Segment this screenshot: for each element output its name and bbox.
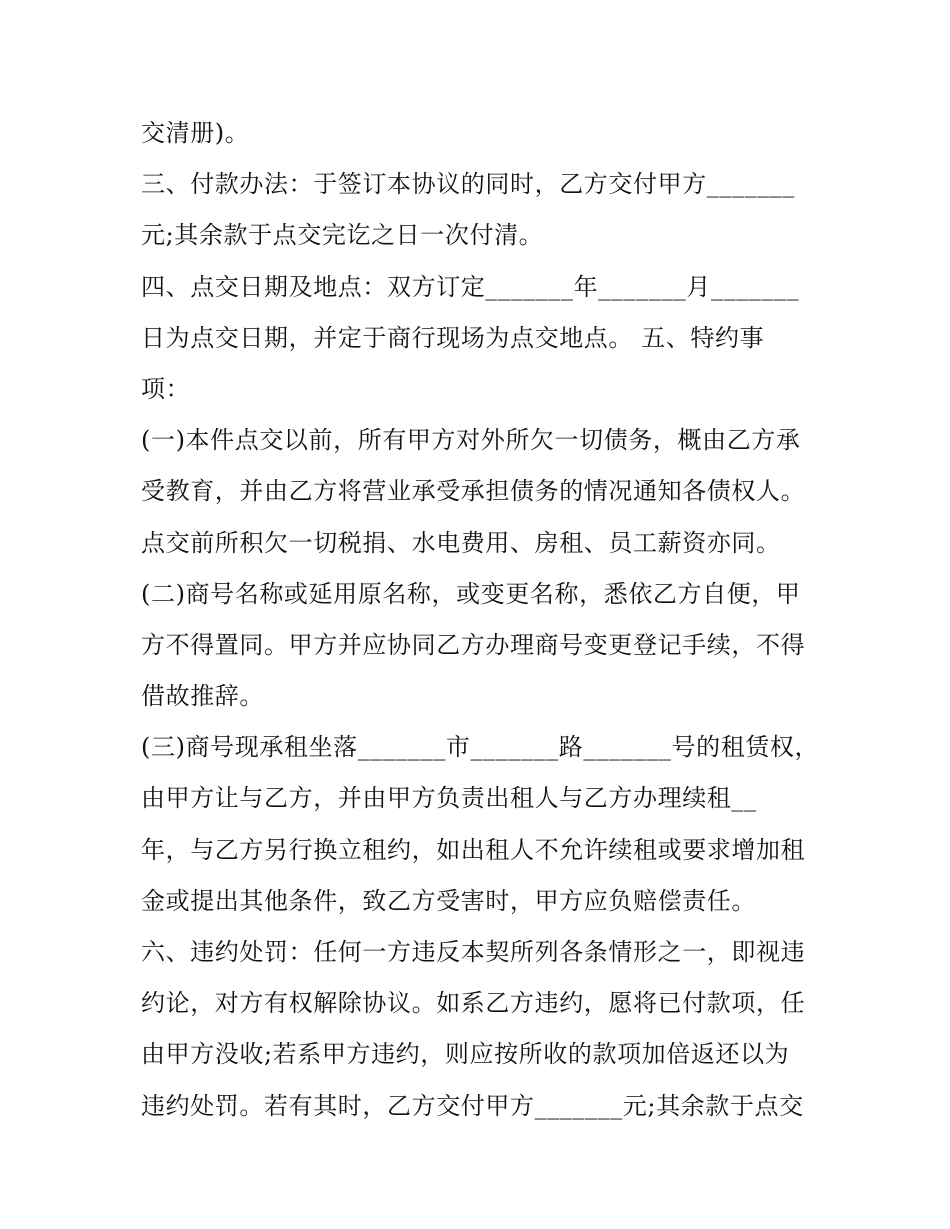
- text-line: 由甲方没收;若系甲方违约，则应按所收的款项加倍返还以为: [141, 1040, 790, 1069]
- text-line: 借故推辞。: [141, 682, 264, 711]
- text-line: 违约处罚。若有其时，乙方交付甲方_______元;其余款于点交: [141, 1091, 804, 1120]
- text-line: (二)商号名称或延用原名称，或变更名称，悉依乙方自便，甲: [141, 579, 801, 608]
- text-line: 受教育，并由乙方将营业承受承担债务的情况通知各债权人。: [141, 477, 806, 506]
- text-line: 四、点交日期及地点：双方订定_______年_______月_______: [141, 272, 800, 301]
- text-line: 项：: [141, 374, 191, 403]
- text-line: 约论，对方有权解除协议。如系乙方违约，愿将已付款项，任: [141, 989, 806, 1018]
- text-line: 日为点交日期，并定于商行现场为点交地点。 五、特约事: [141, 323, 765, 352]
- text-line: (三)商号现承租坐落_______市_______路_______号的租赁权，: [141, 733, 820, 762]
- text-line: 点交前所积欠一切税捐、水电费用、房租、员工薪资亦同。: [141, 528, 781, 557]
- text-line: 元;其余款于点交完讫之日一次付清。: [141, 221, 544, 250]
- text-line: 金或提出其他条件，致乙方受害时，甲方应负赔偿责任。: [141, 886, 756, 915]
- text-line: 六、违约处罚：任何一方违反本契所列各条情形之一，即视违: [141, 938, 806, 966]
- document-body: [141, 108, 821, 1132]
- text-line: 方不得置同。甲方并应协同乙方办理商号变更登记手续，不得: [141, 630, 806, 659]
- text-line: 由甲方让与乙方，并由甲方负责出租人与乙方办理续租__: [141, 784, 757, 813]
- text-line: 三、付款办法：于签订本协议的同时，乙方交付甲方_______: [141, 170, 795, 199]
- text-line: 交清册)。: [141, 119, 250, 147]
- text-line: 年，与乙方另行换立租约，如出租人不允许续租或要求增加租: [141, 835, 806, 864]
- text-line: (一)本件点交以前，所有甲方对外所欠一切债务，概由乙方承: [141, 426, 801, 455]
